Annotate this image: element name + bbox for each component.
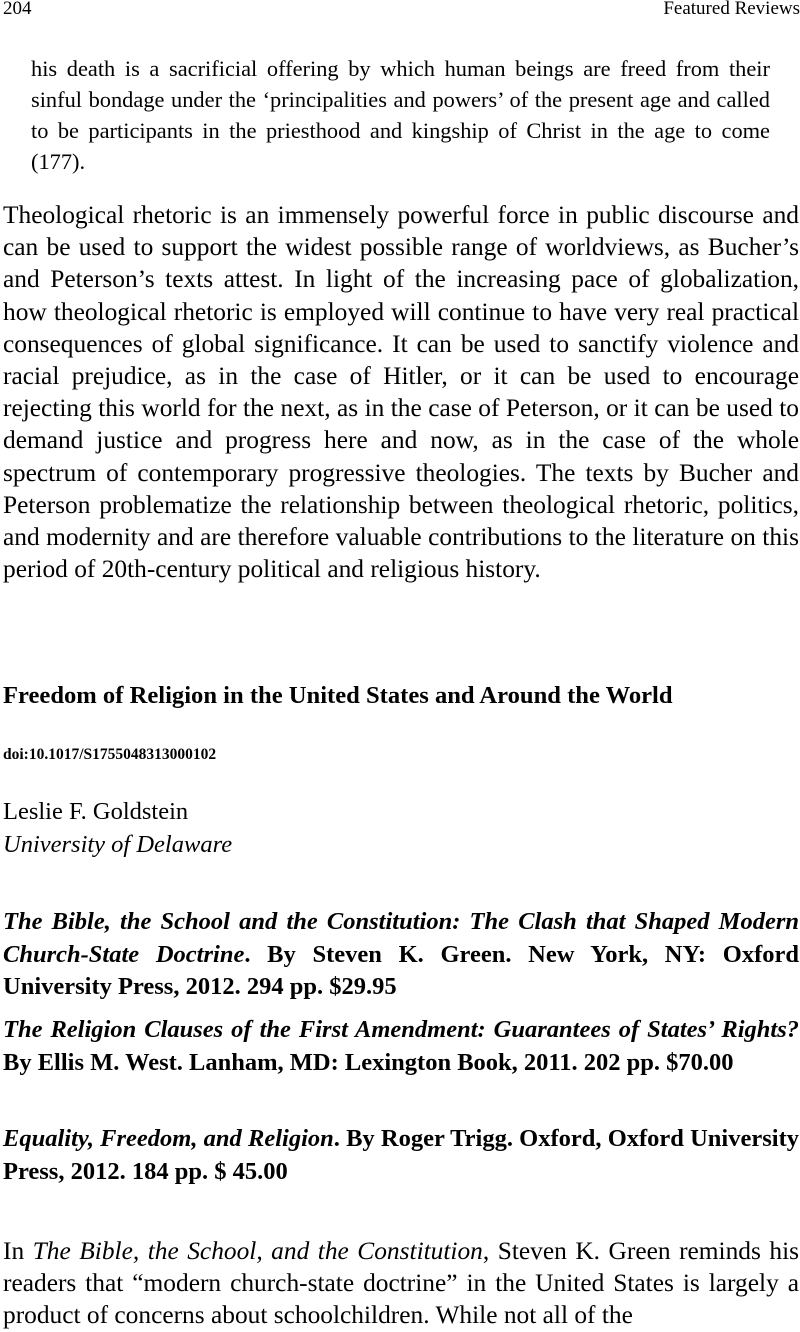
section-title: Featured Reviews <box>663 0 800 19</box>
book-details: . By Steven K. Green. New York, NY: Oxford University Press, 2012. 294 pp. $29.95 <box>3 940 799 1000</box>
article-title: Freedom of Religion in the United States and Around the World <box>3 682 673 709</box>
book-title: The Bible, the School and the Constitution: The Clash that Shaped Modern Church-State Doctrine <box>3 908 799 968</box>
book-details: By Ellis M. West. Lanham, MD: Lexington Book, 2011. 202 pp. $70.00 <box>3 1048 734 1076</box>
paragraph-rest: , Steven K. Green reminds his readers that “modern church-state doctrine” in the United States is largely a product of concerns about schoolchildren. While not all of the <box>3 1237 800 1330</box>
doi: doi:10.1017/S1755048313000102 <box>3 746 217 763</box>
author-name: Leslie F. Goldstein <box>3 798 189 825</box>
book-citation-1 <box>3 906 799 1004</box>
book-title: Equality, Freedom, and Religion <box>3 1125 334 1152</box>
book-title: The Religion Clauses of the First Amendment: Guarantees of States’ Rights? <box>3 1016 799 1043</box>
body-paragraph-1: Theological rhetoric is an immensely powerful force in public discourse and can be used to support the widest possible range of worldviews, as Bucher’s and Peterson’s texts attest. In light of the increasing pace of globalization, how theological rhetoric is employed will continue to have very real practical consequences of global significance. It can be used to sanctify violence and racial prejudice, as in the case of Hitler, or it can be used to encourage rejecting this world for the next, as in the case of Peterson, or it can be used to demand justice and progress here and now, as in the case of the whole spectrum of contemporary progressive theologies. The texts by Bucher and Peterson problematize the relationship between theological rhetoric, politics, and modernity and are therefore valuable contributions to the literature on this period of 20th-century political and religious history. <box>3 201 799 584</box>
running-header <box>0 0 800 23</box>
cited-book-title: The Bible, the School, and the Constitution <box>32 1237 483 1265</box>
block-quote: his death is a sacrificial offering by which human beings are freed from their sinful bondage under the ‘principalities and powers’ of the present age and called to be participants in the priesthood and kingship of Christ in the age to come (177). <box>31 56 770 174</box>
book-citation-3 <box>3 1123 799 1188</box>
body-paragraph-2 <box>3 1235 799 1332</box>
paragraph-lead: In <box>3 1237 33 1265</box>
book-details: . By Roger Trigg. Oxford, Oxford University Press, 2012. 184 pp. $ 45.00 <box>3 1125 799 1185</box>
author-affiliation: University of Delaware <box>3 831 233 858</box>
page-number: 204 <box>3 0 32 19</box>
book-citation-2 <box>3 1014 799 1079</box>
